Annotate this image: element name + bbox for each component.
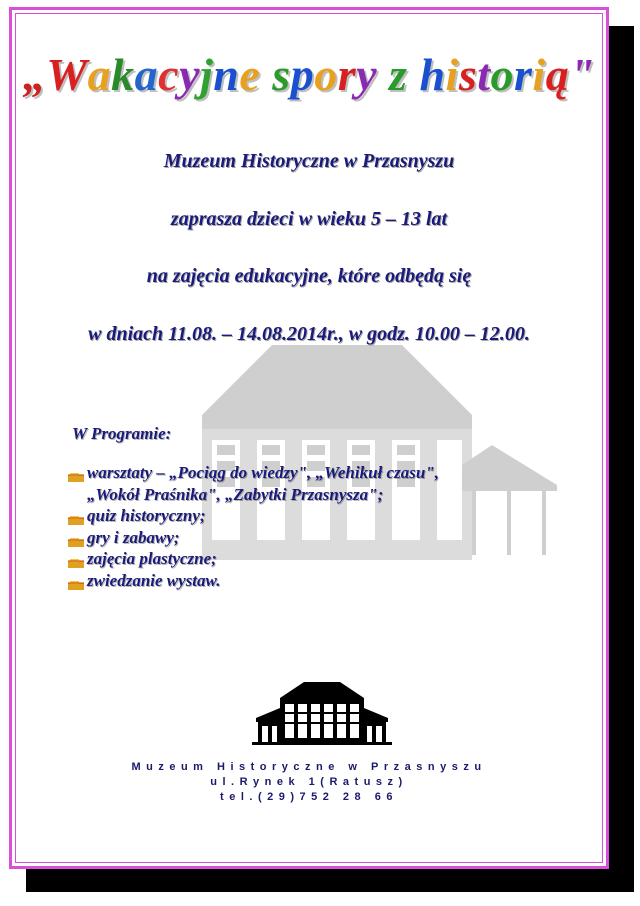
bullet-icon <box>67 553 85 565</box>
intro-line-museum: Muzeum Historyczne w Przasnyszu <box>163 150 455 172</box>
title-letter: i <box>445 49 459 100</box>
title-letter: r <box>514 49 533 100</box>
title-letter <box>377 48 389 101</box>
title-letter: y <box>356 49 378 100</box>
intro-line-invitation: zaprasza dzieci w wieku 5 – 13 lat <box>170 208 448 230</box>
footer-address: ul.Rynek 1(Ratusz) <box>210 776 408 788</box>
poster-title <box>12 48 606 101</box>
title-letter: a <box>87 49 112 100</box>
title-letter: " <box>569 49 596 100</box>
title-letter: o <box>314 49 338 100</box>
title-letter <box>407 48 419 101</box>
title-letter: ą <box>545 49 570 100</box>
program-list <box>67 462 439 591</box>
title-letter: „ <box>22 49 47 100</box>
program-item-text: zajęcia plastyczne; <box>87 549 217 568</box>
bullet-icon <box>67 467 85 479</box>
bullet-icon <box>67 532 85 544</box>
program-item <box>67 462 439 505</box>
program-item <box>67 570 439 592</box>
title-letter: a <box>134 49 159 100</box>
program-item <box>67 505 439 527</box>
footer-phone: tel.(29)752 28 66 <box>220 791 398 803</box>
intro-line-classes: na zajęcia edukacyjne, które odbędą się <box>146 265 472 287</box>
title-letter <box>260 48 272 101</box>
title-letter: h <box>419 49 446 100</box>
title-letter: e <box>239 49 261 100</box>
title-letter: z <box>389 49 408 100</box>
title-letter: p <box>290 49 315 100</box>
program-heading: W Programie: <box>72 424 172 443</box>
title-letter: k <box>111 49 135 100</box>
title-letter: y <box>179 49 200 100</box>
title-letter: c <box>158 49 180 100</box>
bullet-icon <box>67 510 85 522</box>
program-item <box>67 548 439 570</box>
intro-line-dates: w dniach 11.08. – 14.08.2014r., w godz. 10.00 – 12.00. <box>88 323 530 345</box>
poster <box>9 7 609 869</box>
program-item-text: warsztaty – „Pociąg do wiedzy", „Wehikuł czasu", <box>87 463 439 482</box>
footer-museum-name: Muzeum Historyczne w Przasnyszu <box>131 761 487 773</box>
title-letter: r <box>337 49 357 100</box>
program-item-text: gry i zabawy; <box>87 527 180 547</box>
title-letter: W <box>46 49 88 100</box>
title-letter: s <box>458 49 478 100</box>
program-item-text: zwiedzanie wystaw. <box>87 570 221 590</box>
title-letter: j <box>200 49 214 100</box>
program-item-text: quiz historyczny; <box>87 506 206 525</box>
title-letter: o <box>490 49 514 100</box>
program-item-continuation: „Wokół Praśnika", „Zabytki Przasnysza"; <box>87 484 384 504</box>
museum-logo-icon <box>252 682 392 746</box>
program-item <box>67 527 439 549</box>
title-letter: n <box>213 49 240 100</box>
title-letter: t <box>477 49 491 100</box>
bullet-icon <box>67 575 85 587</box>
title-letter: i <box>532 49 546 100</box>
title-letter: s <box>272 49 291 100</box>
